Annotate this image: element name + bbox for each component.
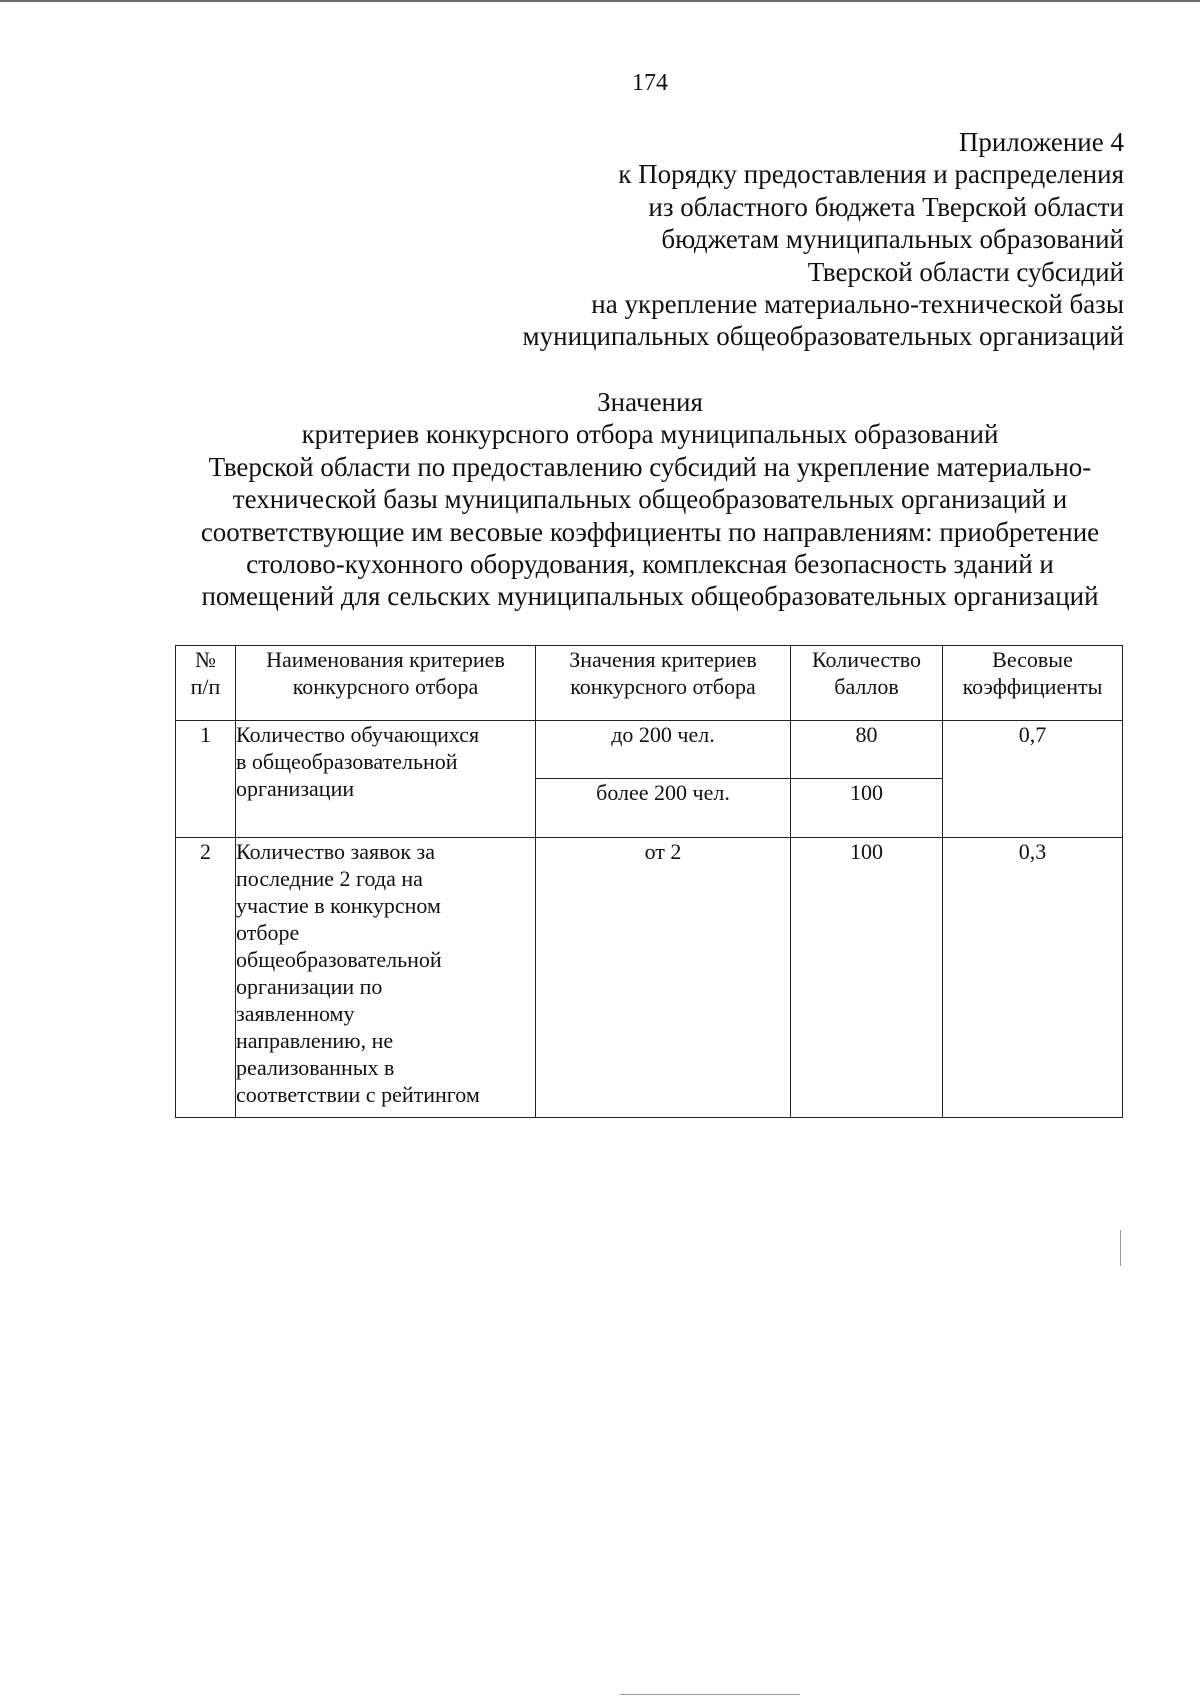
scan-top-edge bbox=[0, 0, 1200, 2]
header-num: № п/п bbox=[176, 646, 236, 721]
table-row bbox=[176, 838, 1123, 1118]
title-line: соответствующие им весовые коэффициенты по направлениям: приобретение bbox=[200, 516, 1100, 547]
row-points: 80 bbox=[791, 721, 943, 779]
title-line: Тверской области по предоставлению субсидий на укрепление материально- bbox=[208, 451, 1092, 482]
appendix-header bbox=[523, 126, 1124, 353]
appendix-line: из областного бюджета Тверской области bbox=[648, 191, 1124, 222]
appendix-line: бюджетам муниципальных образований bbox=[661, 224, 1124, 255]
page-number: 174 bbox=[632, 70, 668, 96]
appendix-line: на укрепление материально-технической базы bbox=[591, 289, 1124, 320]
header-name: Наименования критериев конкурсного отбора bbox=[236, 646, 536, 721]
title-line: критериев конкурсного отбора муниципальных образований bbox=[301, 419, 999, 450]
row-num: 1 bbox=[176, 721, 236, 838]
appendix-line: Приложение 4 bbox=[958, 127, 1124, 157]
scan-artifact bbox=[1120, 1230, 1121, 1266]
appendix-line: к Порядку предоставления и распределения bbox=[618, 159, 1124, 190]
header-weight: Весовые коэффициенты bbox=[943, 646, 1123, 721]
row-weight: 0,3 bbox=[943, 838, 1123, 1118]
document-title bbox=[120, 386, 1180, 613]
row-criterion-value: до 200 чел. bbox=[536, 721, 791, 779]
appendix-line: Тверской области субсидий bbox=[807, 256, 1124, 287]
title-line: столово-кухонного оборудования, комплексная безопасность зданий и bbox=[246, 549, 1054, 580]
row-criterion-name: Количество обучающихся в общеобразовательной организации bbox=[236, 721, 536, 838]
criteria-table bbox=[175, 645, 1123, 1118]
row-weight: 0,7 bbox=[943, 721, 1123, 838]
title-heading: Значения bbox=[597, 387, 703, 417]
table-header-row bbox=[176, 646, 1123, 721]
row-criterion-value: от 2 bbox=[536, 838, 791, 1118]
row-num: 2 bbox=[176, 838, 236, 1118]
scan-artifact bbox=[620, 1694, 800, 1695]
row-points: 100 bbox=[791, 838, 943, 1118]
table-row bbox=[176, 721, 1123, 779]
title-line: технической базы муниципальных общеобразовательных организаций и bbox=[232, 484, 1068, 515]
header-value: Значения критериев конкурсного отбора bbox=[536, 646, 791, 721]
row-points: 100 bbox=[791, 779, 943, 838]
appendix-line: муниципальных общеобразовательных организаций bbox=[522, 321, 1124, 352]
row-criterion-value: более 200 чел. bbox=[536, 779, 791, 838]
title-line: помещений для сельских муниципальных общеобразовательных организаций bbox=[201, 581, 1099, 612]
row-criterion-name: Количество заявок за последние 2 года на участие в конкурсном отборе общеобразовательной организации по заявленному направлению, не реализованных в соответствии с рейтингом bbox=[236, 838, 536, 1118]
header-points: Количество баллов bbox=[791, 646, 943, 721]
